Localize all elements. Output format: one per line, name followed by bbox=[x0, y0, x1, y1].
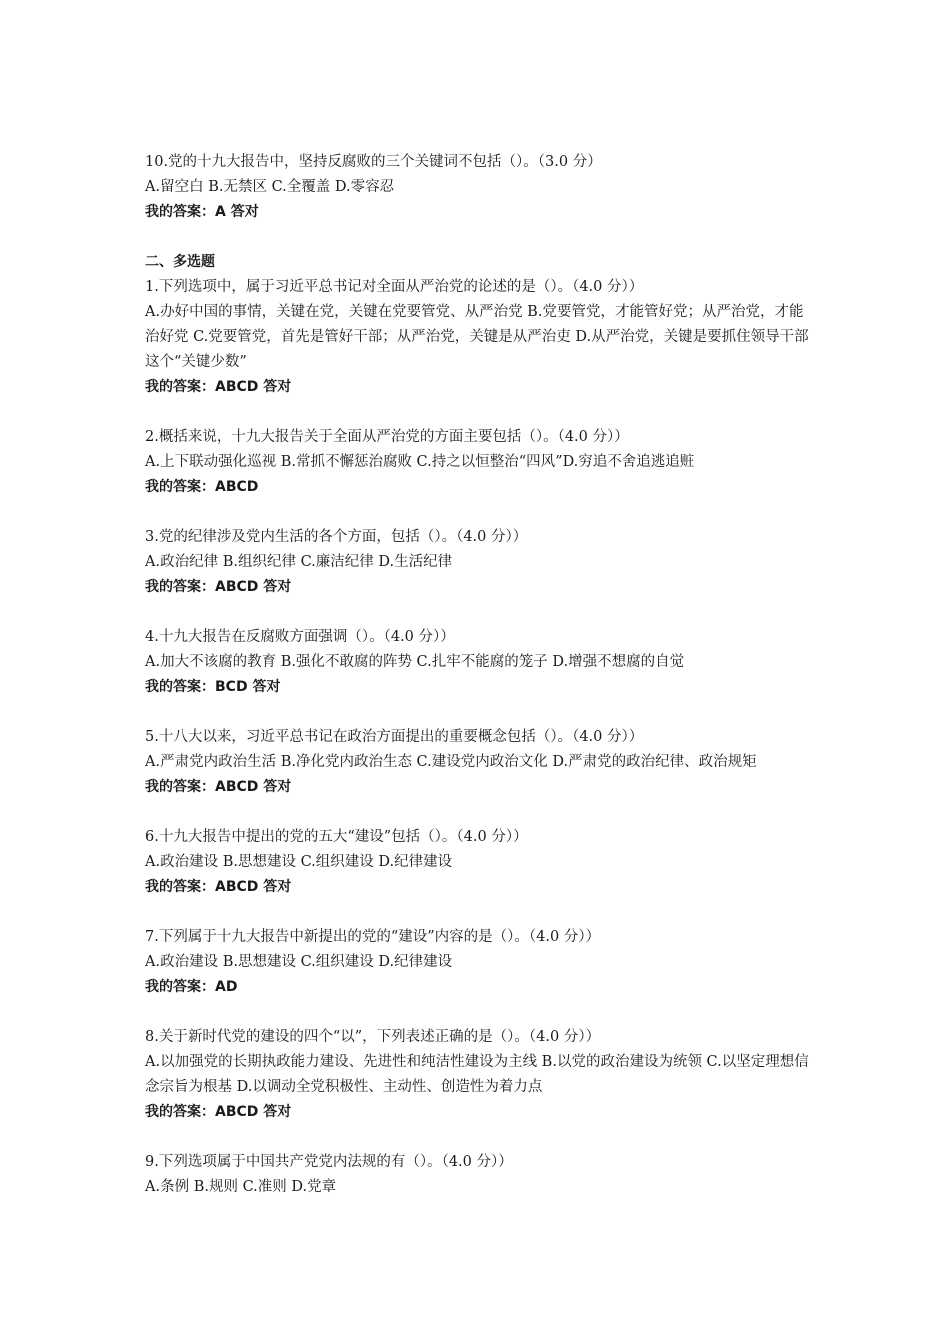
my-answer: 我的答案：ABCD 答对 bbox=[145, 1104, 292, 1120]
question-text: 8.关于新时代党的建设的四个“以”，下列表述正确的是（）。（4.0 分）） bbox=[145, 1029, 601, 1045]
multi-question-3 bbox=[145, 525, 810, 600]
question-options: A.政治纪律 B.组织纪律 C.廉洁纪律 D.生活纪律 bbox=[145, 554, 453, 570]
question-text: 5.十八大以来，习近平总书记在政治方面提出的重要概念包括（）。（4.0 分）） bbox=[145, 729, 644, 745]
question-options: A.条例 B.规则 C.准则 D.党章 bbox=[145, 1179, 337, 1195]
my-answer: 我的答案：ABCD 答对 bbox=[145, 879, 292, 895]
my-answer: 我的答案：ABCD 答对 bbox=[145, 379, 292, 395]
multi-question-4 bbox=[145, 625, 810, 700]
question-text: 4.十九大报告在反腐败方面强调（）。（4.0 分）） bbox=[145, 629, 455, 645]
question-options: A.严肃党内政治生活 B.净化党内政治生态 C.建设党内政治文化 D.严肃党的政治纪律、政治规矩 bbox=[145, 754, 757, 770]
question-text: 7.下列属于十九大报告中新提出的党的“建设”内容的是（）。（4.0 分）） bbox=[145, 929, 601, 945]
multi-question-9 bbox=[145, 1150, 810, 1200]
question-text: 1.下列选项中，属于习近平总书记对全面从严治党的论述的是（）。（4.0 分）） bbox=[145, 279, 644, 295]
question-block-10 bbox=[145, 150, 810, 225]
question-options: A.政治建设 B.思想建设 C.组织建设 D.纪律建设 bbox=[145, 854, 453, 870]
multi-question-2 bbox=[145, 425, 810, 500]
question-text: 6.十九大报告中提出的党的五大“建设”包括（）。（4.0 分）） bbox=[145, 829, 528, 845]
question-text: 3.党的纪律涉及党内生活的各个方面，包括（）。（4.0 分）） bbox=[145, 529, 528, 545]
multi-question-6 bbox=[145, 825, 810, 900]
question-options: A.上下联动强化巡视 B.常抓不懈惩治腐败 C.持之以恒整治“四风”D.穷追不舍追逃追赃 bbox=[145, 454, 695, 470]
my-answer: 我的答案：AD bbox=[145, 979, 238, 995]
question-options: A.留空白 B.无禁区 C.全覆盖 D.零容忍 bbox=[145, 179, 395, 195]
my-answer: 我的答案：A 答对 bbox=[145, 204, 259, 220]
section-title: 二、多选题 bbox=[145, 254, 215, 270]
multi-question-5 bbox=[145, 725, 810, 800]
multi-question-8 bbox=[145, 1025, 810, 1125]
question-options: A.政治建设 B.思想建设 C.组织建设 D.纪律建设 bbox=[145, 954, 453, 970]
multi-question-7 bbox=[145, 925, 810, 1000]
my-answer: 我的答案：ABCD 答对 bbox=[145, 579, 292, 595]
question-text: 10.党的十九大报告中，坚持反腐败的三个关键词不包括（）。（3.0 分） bbox=[145, 154, 602, 170]
question-options: A.加大不该腐的教育 B.强化不敢腐的阵势 C.扎牢不能腐的笼子 D.增强不想腐的自觉 bbox=[145, 654, 685, 670]
question-text: 2.概括来说，十九大报告关于全面从严治党的方面主要包括（）。（4.0 分）） bbox=[145, 429, 629, 445]
my-answer: 我的答案：ABCD bbox=[145, 479, 259, 495]
my-answer: 我的答案：BCD 答对 bbox=[145, 679, 281, 695]
question-options: A.办好中国的事情，关键在党，关键在党要管党、从严治党 B.党要管党，才能管好党；从严治党，才能治好党 C.党要管党，首先是管好干部；从严治党，关键是从严治吏 D.从严治党，关键是要抓住领导干部这个“关键少数” bbox=[145, 304, 809, 370]
multi-question-1 bbox=[145, 275, 810, 400]
question-text: 9.下列选项属于中国共产党党内法规的有（）。（4.0 分）） bbox=[145, 1154, 513, 1170]
my-answer: 我的答案：ABCD 答对 bbox=[145, 779, 292, 795]
question-options: A.以加强党的长期执政能力建设、先进性和纯洁性建设为主线 B.以党的政治建设为统领 C.以坚定理想信念宗旨为根基 D.以调动全党积极性、主动性、创造性为着力点 bbox=[145, 1054, 809, 1095]
